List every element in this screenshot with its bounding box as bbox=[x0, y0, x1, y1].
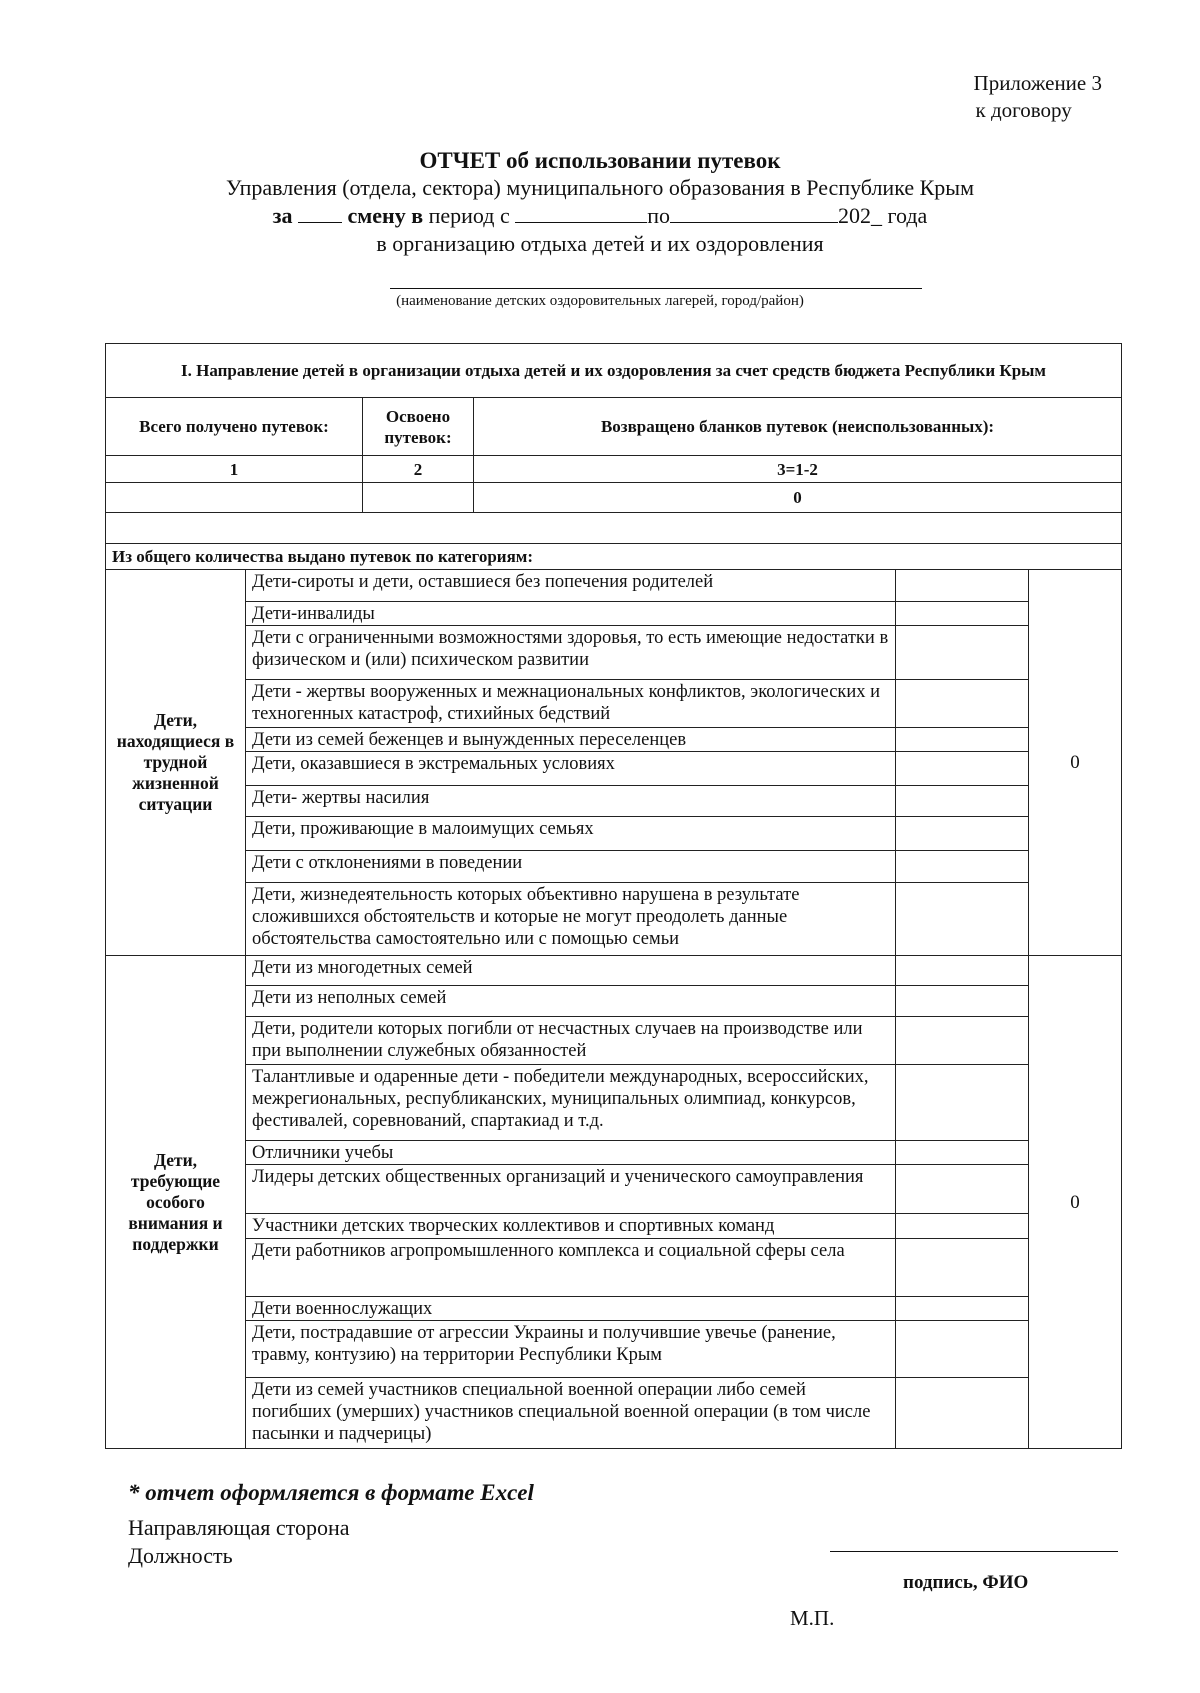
values-row bbox=[106, 483, 1122, 513]
category-label: Дети военнослужащих bbox=[246, 1297, 896, 1321]
group1-label: Дети, находящиеся в трудной жизненной ситуации bbox=[106, 570, 246, 956]
category-label: Дети-сироты и дети, оставшиеся без попечения родителей bbox=[246, 570, 896, 602]
table-row bbox=[106, 956, 1122, 986]
table-row bbox=[106, 680, 1122, 728]
category-label: Дети, проживающие в малоимущих семьях bbox=[246, 817, 896, 851]
empty-row bbox=[106, 513, 1122, 544]
group2-label: Дети, требующие особого внимания и поддержки bbox=[106, 956, 246, 1449]
table-row bbox=[106, 817, 1122, 851]
category-value bbox=[896, 752, 1029, 786]
group1-total: 0 bbox=[1029, 570, 1122, 956]
category-value bbox=[896, 1297, 1029, 1321]
report-table bbox=[105, 343, 1122, 1449]
col-number-2: 2 bbox=[363, 456, 474, 483]
period-from: период с bbox=[428, 203, 510, 228]
categories-title: Из общего количества выдано путевок по категориям: bbox=[106, 544, 1122, 570]
report-title: ОТЧЕТ об использовании путевок bbox=[419, 148, 781, 173]
category-value bbox=[896, 1214, 1029, 1239]
category-value bbox=[896, 956, 1029, 986]
table-row bbox=[106, 883, 1122, 956]
sender-label: Направляющая сторона bbox=[128, 1515, 350, 1540]
appendix-line-1: Приложение 3 bbox=[973, 71, 1102, 95]
value-used bbox=[363, 483, 474, 513]
category-label: Дети, родители которых погибли от несчастных случаев на производстве или при выполнении служебных обязанностей bbox=[246, 1017, 896, 1065]
table-row bbox=[106, 1065, 1122, 1141]
table-row bbox=[106, 786, 1122, 817]
value-total bbox=[106, 483, 363, 513]
category-label: Дети - жертвы вооруженных и межнациональных конфликтов, экологических и техногенных катастроф, стихийных бедствий bbox=[246, 680, 896, 728]
position-label: Должность bbox=[128, 1543, 233, 1568]
col-number-3: 3=1-2 bbox=[474, 456, 1122, 483]
category-label: Дети из семей беженцев и вынужденных переселенцев bbox=[246, 728, 896, 752]
category-value bbox=[896, 728, 1029, 752]
table-row bbox=[106, 851, 1122, 883]
camp-caption: (наименование детских оздоровительных лагерей, город/район) bbox=[396, 293, 804, 309]
table-row bbox=[106, 1321, 1122, 1378]
category-value bbox=[896, 1165, 1029, 1214]
category-label: Дети, оказавшиеся в экстремальных условиях bbox=[246, 752, 896, 786]
category-value bbox=[896, 1065, 1029, 1141]
col-number-1: 1 bbox=[106, 456, 363, 483]
column-header-row bbox=[106, 398, 1122, 456]
category-label: Отличники учебы bbox=[246, 1141, 896, 1165]
section-title: I. Направление детей в организации отдыха детей и их оздоровления за счет средств бюджета Республики Крым bbox=[106, 344, 1122, 398]
table-row bbox=[106, 626, 1122, 680]
categories-title-row bbox=[106, 544, 1122, 570]
category-value bbox=[896, 626, 1029, 680]
category-label: Дети, жизнедеятельность которых объективно нарушена в результате сложившихся обстоятельств и которые не могут преодолеть данные обстоятельства самостоятельно или с помощью семьи bbox=[246, 883, 896, 956]
excel-format-note: * отчет оформляется в формате Excel bbox=[128, 1480, 534, 1505]
table-row bbox=[106, 986, 1122, 1017]
appendix-label bbox=[974, 70, 1102, 124]
category-label: Дети из неполных семей bbox=[246, 986, 896, 1017]
category-value bbox=[896, 1321, 1029, 1378]
category-label: Дети с ограниченными возможностями здоровья, то есть имеющие недостатки в физическом и (или) психическом развитии bbox=[246, 626, 896, 680]
report-period bbox=[0, 203, 1200, 229]
sender-block bbox=[128, 1514, 349, 1570]
category-value bbox=[896, 1378, 1029, 1449]
category-value bbox=[896, 817, 1029, 851]
table-row bbox=[106, 570, 1122, 602]
org-line: в организацию отдыха детей и их оздоровления bbox=[376, 231, 824, 256]
table-row bbox=[106, 1214, 1122, 1239]
group2-total: 0 bbox=[1029, 956, 1122, 1449]
category-value bbox=[896, 986, 1029, 1017]
category-label: Участники детских творческих коллективов и спортивных команд bbox=[246, 1214, 896, 1239]
category-label: Дети-инвалиды bbox=[246, 602, 896, 626]
period-za: за bbox=[272, 203, 293, 228]
table-row bbox=[106, 1239, 1122, 1297]
table-row bbox=[106, 1378, 1122, 1449]
table-row bbox=[106, 752, 1122, 786]
period-end-blank bbox=[670, 204, 838, 223]
col-total-header: Всего получено путевок: bbox=[106, 398, 363, 456]
table-row bbox=[106, 1017, 1122, 1065]
table-row bbox=[106, 1297, 1122, 1321]
category-value bbox=[896, 570, 1029, 602]
category-value bbox=[896, 1239, 1029, 1297]
category-value bbox=[896, 883, 1029, 956]
category-label: Дети, пострадавшие от агрессии Украины и получившие увечье (ранение, травму, контузию) на территории Республики Крым bbox=[246, 1321, 896, 1378]
col-used-header: Освоено путевок: bbox=[363, 398, 474, 456]
category-value bbox=[896, 1141, 1029, 1165]
period-shift: смену в bbox=[347, 203, 424, 228]
table-row bbox=[106, 728, 1122, 752]
column-number-row bbox=[106, 456, 1122, 483]
table-row bbox=[106, 1165, 1122, 1214]
period-start-blank bbox=[515, 204, 647, 223]
category-label: Дети из многодетных семей bbox=[246, 956, 896, 986]
category-label: Дети из семей участников специальной военной операции либо семей погибших (умерших) участников специальной военной операции (в том числе пасынки и падчерицы) bbox=[246, 1378, 896, 1449]
category-value bbox=[896, 851, 1029, 883]
category-value bbox=[896, 602, 1029, 626]
signature-caption: подпись, ФИО bbox=[903, 1572, 1029, 1593]
category-label: Талантливые и одаренные дети - победители международных, всероссийских, межрегиональных, республиканских, муниципальных олимпиад, конкурсов, фестивалей, соревнований, спартакиад и т.д. bbox=[246, 1065, 896, 1141]
category-value bbox=[896, 1017, 1029, 1065]
section-title-row bbox=[106, 344, 1122, 398]
signature-line bbox=[830, 1551, 1118, 1552]
appendix-line-2: к договору bbox=[975, 98, 1072, 122]
shift-number-blank bbox=[298, 204, 342, 223]
category-label: Дети- жертвы насилия bbox=[246, 786, 896, 817]
value-returned: 0 bbox=[474, 483, 1122, 513]
category-label: Дети работников агропромышленного комплекса и социальной сферы села bbox=[246, 1239, 896, 1297]
period-year: 202_ года bbox=[838, 203, 928, 228]
category-value bbox=[896, 786, 1029, 817]
table-row bbox=[106, 1141, 1122, 1165]
stamp-placeholder: М.П. bbox=[790, 1606, 835, 1630]
category-label: Дети с отклонениями в поведении bbox=[246, 851, 896, 883]
camp-name-line bbox=[390, 288, 922, 289]
table-row bbox=[106, 602, 1122, 626]
category-value bbox=[896, 680, 1029, 728]
category-label: Лидеры детских общественных организаций и ученического самоуправления bbox=[246, 1165, 896, 1214]
period-to: по bbox=[647, 203, 671, 228]
report-subtitle: Управления (отдела, сектора) муниципального образования в Республике Крым bbox=[226, 175, 974, 200]
col-returned-header: Возвращено бланков путевок (неиспользованных): bbox=[474, 398, 1122, 456]
